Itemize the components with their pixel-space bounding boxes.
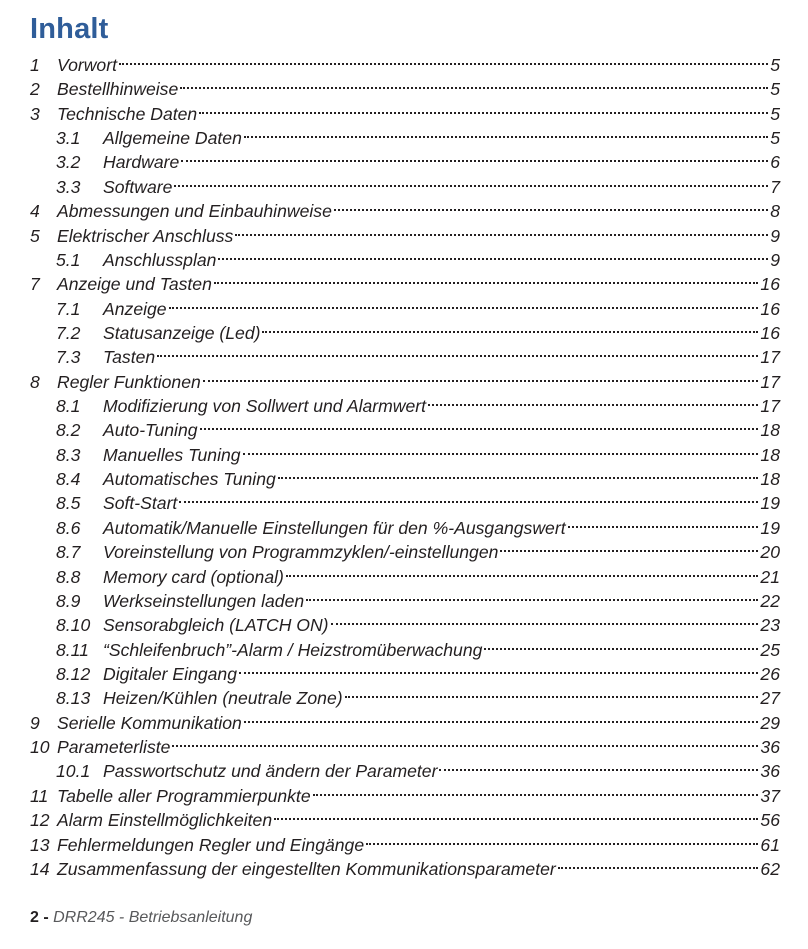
toc-entry-number: 8.2 (56, 420, 81, 441)
toc-entry-label: Abmessungen und Einbauhinweise (57, 201, 332, 222)
toc-entry[interactable] (30, 47, 780, 75)
toc-entry[interactable] (30, 71, 780, 100)
toc-entry-label: Parameterliste (57, 737, 171, 758)
toc-dot-leader (218, 242, 768, 266)
toc-entry-number: 8.13 (56, 688, 91, 709)
toc-dot-leader (180, 71, 768, 95)
toc-dot-leader (200, 412, 759, 436)
toc-entry-number: 5.1 (56, 249, 81, 270)
toc-entry-page: 17 (760, 396, 780, 417)
toc-entry-number: 7 (30, 274, 40, 295)
toc-dot-leader (286, 559, 759, 583)
toc-entry-page: 23 (760, 615, 780, 636)
toc-dot-leader (428, 388, 758, 412)
toc-entry-label: Anzeige (103, 298, 167, 319)
toc-dot-leader (181, 144, 768, 168)
footer-document-title: DRR245 - Betriebsanleitung (53, 909, 253, 926)
footer-page-number: 2 - (30, 909, 49, 926)
toc-entry-number: 13 (30, 834, 50, 855)
toc-entry-page: 26 (760, 663, 780, 684)
toc-entry-label: Soft-Start (103, 493, 178, 514)
toc-entry-number: 5 (30, 225, 40, 246)
toc-entry-label: Technische Daten (57, 103, 198, 124)
table-of-contents (30, 47, 780, 879)
toc-entry-number: 8.7 (56, 542, 81, 563)
toc-entry-label: Vorwort (57, 55, 117, 75)
toc-dot-leader (568, 510, 759, 534)
toc-entry-number: 11 (30, 785, 49, 806)
toc-entry-page: 36 (760, 761, 780, 782)
toc-dot-leader (243, 437, 759, 461)
toc-entry-number: 7.1 (56, 298, 81, 319)
toc-entry-page: 18 (760, 420, 780, 441)
toc-dot-leader (244, 705, 759, 729)
toc-entry-number: 7.3 (56, 347, 81, 368)
toc-entry-page: 5 (770, 79, 780, 100)
toc-entry-page: 7 (770, 176, 780, 197)
toc-entry-label: Regler Funktionen (57, 371, 201, 392)
toc-entry-number: 8.10 (56, 615, 91, 636)
toc-entry-page: 18 (760, 469, 780, 490)
page-footer (30, 906, 252, 930)
toc-dot-leader (439, 753, 758, 777)
toc-entry-number: 4 (30, 201, 40, 222)
toc-entry-number: 8.12 (56, 663, 91, 684)
toc-entry-label: Bestellhinweise (57, 79, 179, 100)
toc-dot-leader (500, 534, 758, 558)
toc-entry-number: 3.3 (56, 176, 81, 197)
toc-entry-number: 3.1 (56, 128, 81, 149)
toc-entry-number: 1 (30, 55, 40, 75)
toc-entry-page: 29 (760, 712, 780, 733)
toc-entry-number: 3 (30, 103, 40, 124)
toc-entry-label: Auto-Tuning (103, 420, 198, 441)
toc-entry-number: 10 (30, 737, 50, 758)
toc-entry-label: Hardware (103, 152, 180, 173)
toc-entry-page: 56 (760, 810, 780, 831)
toc-dot-leader (558, 851, 759, 875)
toc-dot-leader (239, 656, 758, 680)
toc-title: Inhalt (30, 13, 109, 45)
toc-dot-leader (172, 729, 758, 753)
toc-entry-page: 16 (760, 274, 780, 295)
toc-entry-number: 2 (30, 79, 40, 100)
toc-dot-leader (119, 47, 768, 71)
toc-dot-leader (345, 680, 759, 704)
toc-entry-page: 21 (760, 566, 780, 587)
toc-entry-page: 5 (770, 55, 780, 75)
toc-entry-label: Software (103, 176, 173, 197)
toc-entry-label: Heizen/Kühlen (neutrale Zone) (103, 688, 343, 709)
toc-dot-leader (484, 632, 758, 656)
toc-entry-page: 5 (770, 103, 780, 124)
toc-entry-number: 8.3 (56, 444, 81, 465)
toc-entry-label: Serielle Kommunikation (57, 712, 242, 733)
toc-entry-page: 6 (770, 152, 780, 173)
toc-entry-page: 36 (760, 737, 780, 758)
toc-entry-number: 3.2 (56, 152, 81, 173)
toc-entry-label: Tabelle aller Programmierpunkte (57, 785, 311, 806)
toc-entry-label: Fehlermeldungen Regler und Eingänge (57, 834, 365, 855)
toc-dot-leader (174, 169, 768, 193)
toc-entry-label: Elektrischer Anschluss (57, 225, 234, 246)
toc-entry-number: 8.8 (56, 566, 81, 587)
toc-entry-number: 8.1 (56, 396, 81, 417)
toc-entry-label: Automatik/Manuelle Einstellungen für den %-Ausgangswert (103, 517, 566, 538)
toc-entry-page: 8 (770, 201, 780, 222)
toc-dot-leader (203, 364, 759, 388)
toc-dot-leader (274, 802, 758, 826)
toc-dot-leader (262, 315, 758, 339)
toc-entry-page: 5 (770, 128, 780, 149)
toc-entry-number: 7.2 (56, 322, 81, 343)
toc-entry-page: 9 (770, 249, 780, 270)
toc-entry-label: Voreinstellung von Programmzyklen/-einstellungen (103, 542, 499, 563)
toc-entry-number: 8.6 (56, 517, 81, 538)
toc-entry-page: 20 (760, 542, 780, 563)
toc-entry-page: 22 (760, 590, 780, 611)
toc-entry-number: 12 (30, 810, 50, 831)
toc-entry-number: 8.11 (56, 639, 89, 660)
toc-entry-label: “Schleifenbruch”-Alarm / Heizstromüberwachung (103, 639, 483, 660)
toc-entry-label: Werkseinstellungen laden (103, 590, 305, 611)
toc-entry-label: Digitaler Eingang (103, 663, 237, 684)
toc-entry-number: 8.5 (56, 493, 81, 514)
toc-entry-page: 17 (760, 371, 780, 392)
toc-entry-label: Sensorabgleich (LATCH ON) (103, 615, 329, 636)
toc-entry-label: Zusammenfassung der eingestellten Kommunikationsparameter (57, 858, 556, 879)
toc-entry-label: Passwortschutz und ändern der Parameter (103, 761, 438, 782)
toc-entry-label: Anschlussplan (103, 249, 217, 270)
toc-dot-leader (157, 339, 758, 363)
toc-entry-number: 10.1 (56, 761, 91, 782)
toc-entry-label: Allgemeine Daten (103, 128, 242, 149)
toc-dot-leader (366, 827, 758, 851)
toc-entry-page: 19 (760, 493, 780, 514)
toc-entry-label: Anzeige und Tasten (57, 274, 212, 295)
toc-entry-page: 16 (760, 322, 780, 343)
toc-entry-number: 8.9 (56, 590, 81, 611)
toc-entry-number: 8.4 (56, 469, 81, 490)
toc-dot-leader (244, 120, 768, 144)
toc-dot-leader (235, 218, 768, 242)
toc-entry-label: Statusanzeige (Led) (103, 322, 261, 343)
toc-entry-page: 27 (760, 688, 780, 709)
toc-entry-page: 16 (760, 298, 780, 319)
toc-entry-label: Alarm Einstellmöglichkeiten (57, 810, 273, 831)
toc-entry-page: 37 (760, 785, 780, 806)
toc-entry-page: 25 (760, 639, 780, 660)
toc-dot-leader (334, 193, 768, 217)
toc-dot-leader (313, 778, 759, 802)
toc-dot-leader (278, 461, 759, 485)
toc-entry-page: 9 (770, 225, 780, 246)
toc-entry-label: Manuelles Tuning (103, 444, 241, 465)
toc-entry-label: Automatisches Tuning (103, 469, 276, 490)
toc-dot-leader (179, 485, 758, 509)
toc-entry-label: Tasten (103, 347, 156, 368)
toc-dot-leader (306, 583, 758, 607)
toc-entry-page: 18 (760, 444, 780, 465)
toc-dot-leader (169, 291, 759, 315)
toc-entry-page: 62 (760, 858, 780, 879)
toc-entry-page: 19 (760, 517, 780, 538)
toc-entry-number: 9 (30, 712, 40, 733)
toc-entry-page: 17 (760, 347, 780, 368)
toc-dot-leader (214, 266, 759, 290)
toc-entry-label: Memory card (optional) (103, 566, 284, 587)
toc-dot-leader (331, 607, 759, 631)
toc-dot-leader (199, 96, 768, 120)
toc-entry-label: Modifizierung von Sollwert und Alarmwert (103, 396, 427, 417)
toc-entry-page: 61 (760, 834, 780, 855)
toc-entry-number: 14 (30, 858, 50, 879)
toc-entry-number: 8 (30, 371, 40, 392)
